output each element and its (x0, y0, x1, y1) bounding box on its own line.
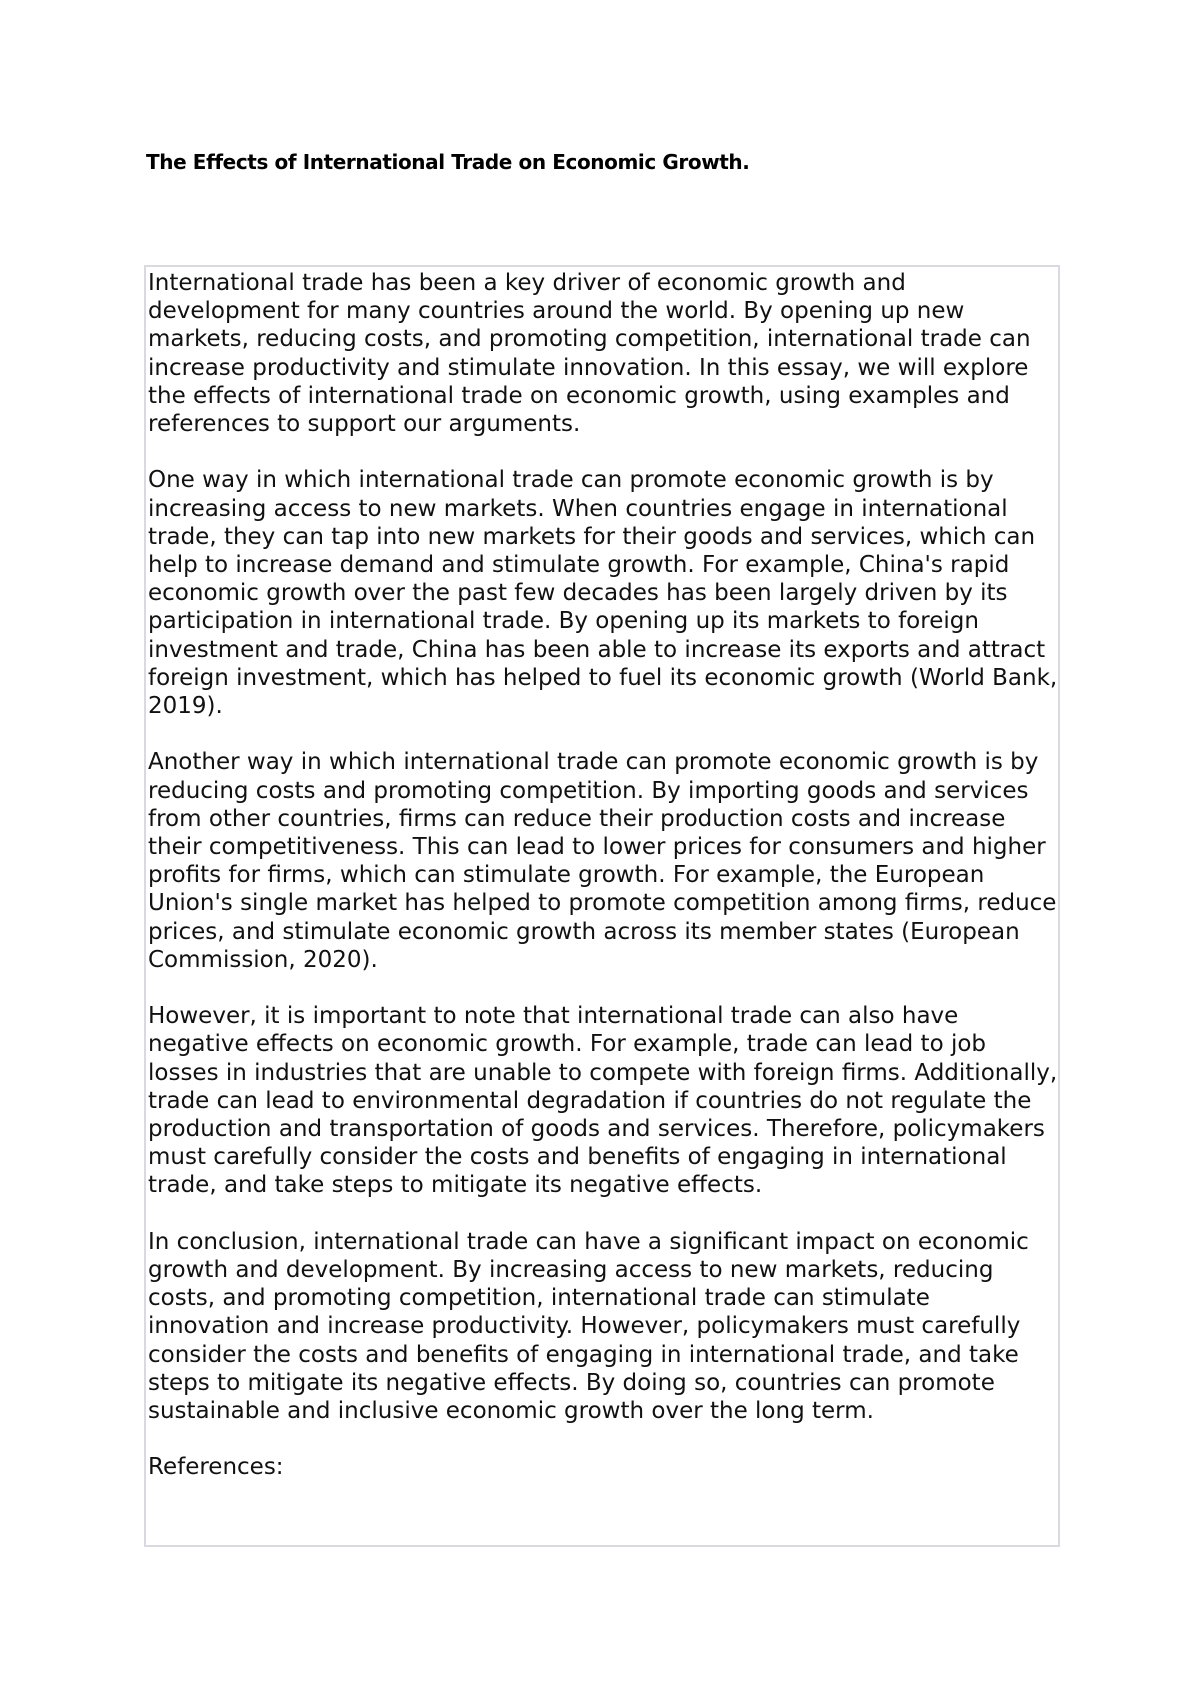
paragraph-conclusion: In conclusion, international trade can have a significant impact on economic growth and development. By increasing access to new markets, reducing costs, and promoting competition, international trade can stimulate innovation and increase productivity. However, policymakers must carefully consider the costs and benefits of engaging in international trade, and take steps to mitigate its negative effects. By doing so, countries can promote sustainable and inclusive economic growth over the long term. (148, 1228, 1029, 1425)
paragraph-negative-effects: However, it is important to note that international trade can also have negative effects on economic growth. For example, trade can lead to job losses in industries that are unable to compete with foreign firms. Additionally, trade can lead to environmental degradation if countries do not regulate the production and transportation of goods and services. Therefore, policymakers must carefully consider the costs and benefits of engaging in international trade, and take steps to mitigate its negative effects. (148, 1003, 1058, 1199)
paragraph-introduction: International trade has been a key driver of economic growth and development for many countries around the world. By opening up new markets, reducing costs, and promoting competition, international trade can increase productivity and stimulate innovation. In this essay, we will explore the effects of international trade on economic growth, using examples and references to support our arguments. (148, 270, 1031, 438)
essay-body (146, 267, 1058, 1482)
paragraph-costs-competition: Another way in which international trade can promote economic growth is by reducing costs and promoting competition. By importing goods and services from other countries, firms can reduce their production costs and increase their competitiveness. This can lead to lower prices for consumers and higher profits for firms, which can stimulate growth. For example, the European Union's single market has helped to promote competition among firms, reduce prices, and stimulate economic growth across its member states (European Commission, 2020). (148, 749, 1057, 973)
essay-text-frame (144, 265, 1060, 1547)
references-heading: References: (148, 1454, 284, 1481)
paragraph-market-access: One way in which international trade can promote economic growth is by increasing access to new markets. When countries engage in international trade, they can tap into new markets for their goods and services, which can help to increase demand and stimulate growth. For example, China's rapid economic growth over the past few decades has been largely driven by its participation in international trade. By opening up its markets to foreign investment and trade, China has been able to increase its exports and attract foreign investment, which has helped to fuel its economic growth (World Bank, 2019). (148, 467, 1058, 720)
document-title: The Effects of International Trade on Economic Growth. (146, 150, 750, 174)
